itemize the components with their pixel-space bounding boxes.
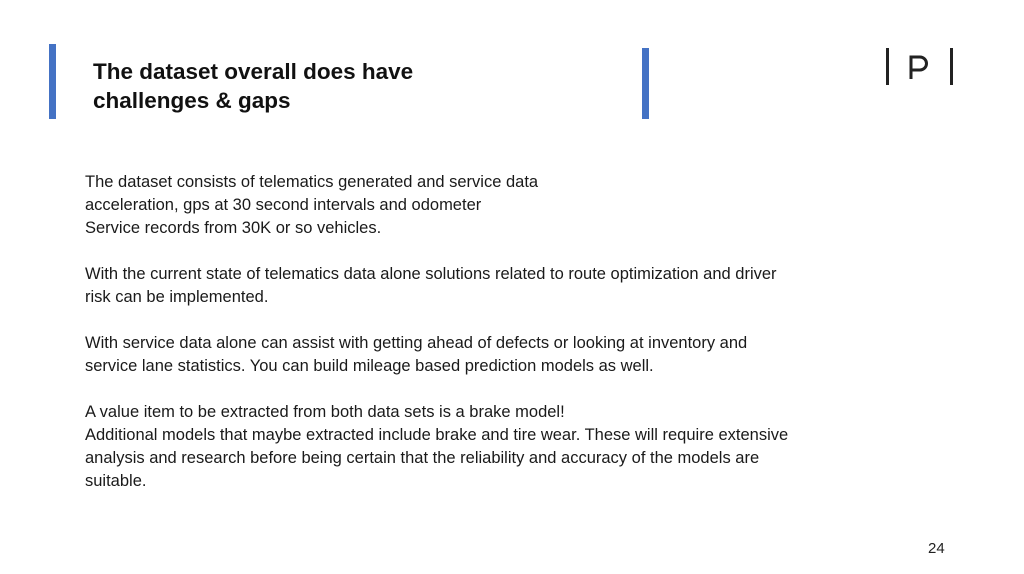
body-line: A value item to be extracted from both data sets is a brake model! bbox=[85, 403, 565, 421]
paragraph-gap bbox=[85, 240, 955, 263]
logo-left-bar bbox=[886, 48, 889, 85]
title-left-accent-bar bbox=[49, 44, 56, 119]
body-line: The dataset consists of telematics generated and service data bbox=[85, 173, 539, 191]
body-line: With service data alone can assist with getting ahead of defects or looking at inventory and bbox=[85, 334, 748, 352]
body-line: Service records from 30K or so vehicles. bbox=[85, 219, 382, 237]
p-logo-icon bbox=[908, 54, 930, 80]
slide-body bbox=[85, 171, 955, 493]
company-logo bbox=[884, 48, 956, 86]
logo-right-bar bbox=[950, 48, 953, 85]
slide-title bbox=[93, 57, 613, 115]
paragraph-gap bbox=[85, 378, 955, 401]
body-line: acceleration, gps at 30 second intervals and odometer bbox=[85, 196, 482, 214]
body-line: With the current state of telematics data alone solutions related to route optimization and driver bbox=[85, 265, 777, 283]
slide-title-line: The dataset overall does have bbox=[93, 59, 414, 84]
body-line: suitable. bbox=[85, 472, 147, 490]
page-number: 24 bbox=[928, 540, 945, 557]
body-line: Additional models that maybe extracted include brake and tire wear. These will require extensive bbox=[85, 426, 789, 444]
body-line: service lane statistics. You can build mileage based prediction models as well. bbox=[85, 357, 654, 375]
body-line: analysis and research before being certain that the reliability and accuracy of the models are bbox=[85, 449, 760, 467]
body-line: risk can be implemented. bbox=[85, 288, 269, 306]
paragraph-dataset bbox=[85, 171, 955, 240]
slide-title-line: challenges & gaps bbox=[93, 88, 291, 113]
title-right-accent-bar bbox=[642, 48, 649, 119]
paragraph-telematics bbox=[85, 263, 955, 309]
paragraph-gap bbox=[85, 309, 955, 332]
paragraph-brake-model bbox=[85, 401, 955, 493]
paragraph-service-data bbox=[85, 332, 955, 378]
